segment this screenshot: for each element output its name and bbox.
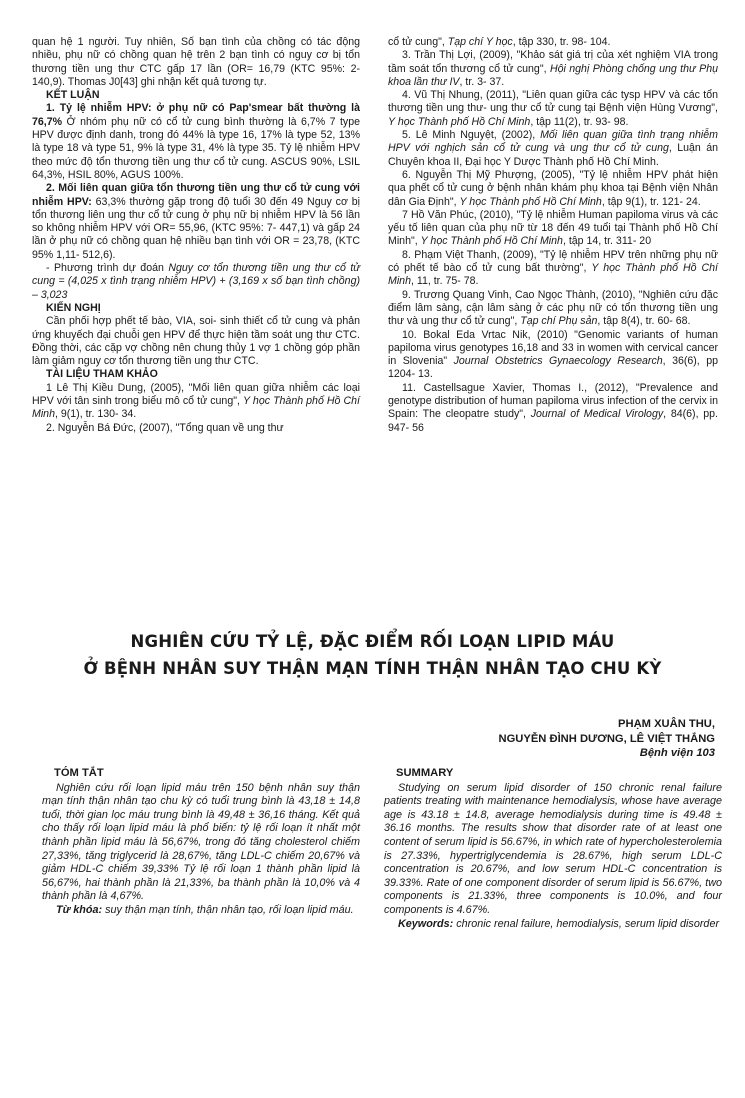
reference-item — [32, 382, 360, 422]
reference-details: , tập 9(1), tr. 121- 24. — [601, 195, 701, 208]
reference-authors-title: 6. Nguyễn Thị Mỹ Phượng, (2005), "Tỷ lệ nhiễm HPV phát hiện qua phết cổ tử cung ở bệnh nhân khám phụ khoa tại Bệnh viện Nhân dân Gia Định", — [388, 168, 718, 208]
reference-authors-title: 10. Bokal Eda Vrtac Nik, (2010) "Genomic variants of human papiloma virus genotypes 16,18 and 33 in women with cervical cancer in Slovenia" — [388, 328, 718, 368]
reference-item — [388, 289, 718, 329]
paragraph: quan hệ 1 người. Tuy nhiên, Số bạn tình của chồng có tác động nhiều, phụ nữ có chồng quan hệ trên 2 bạn tình có nguy cơ bị tổn thương tiền ung thư CTC gấp 17 lần (OR= 16,79 (KTC 95%: 2- 140,9). Thomas J0[43] ghi nhận kết quả tương tự. — [32, 36, 360, 88]
reference-item — [388, 169, 718, 209]
section-heading: KẾT LUẬN — [46, 89, 100, 102]
reference-authors-title: 7 Hồ Văn Phúc, (2010), "Tỷ lệ nhiễm Human papiloma virus và các yếu tố liên quan của phụ nữ từ 18 đến 49 tuổi tại Thành phố Hồ Chí Minh", — [388, 208, 718, 248]
reference-authors-title: 1 Lê Thị Kiều Dung, (2005), "Mối liên quan giữa nhiễm các loại HPV với tân sinh trong biểu mô cổ tử cung", — [32, 381, 360, 408]
reference-details: , tập 11(2), tr. 93- 98. — [530, 115, 629, 128]
reference-authors-title: 3. Trần Thị Lợi, (2009), "Khảo sát giá trị của xét nghiệm VIA trong tầm soát tổn thương cổ tử cung", — [388, 49, 718, 75]
reference-source: Y học Thành phố Hồ Chí Minh — [459, 195, 602, 208]
reference-source: Y học Thành phố Hồ Chí Minh — [32, 395, 361, 421]
reference-item — [32, 422, 360, 435]
abstract-vi-keywords-label: Từ khóa: — [56, 903, 103, 916]
reference-item — [388, 329, 718, 382]
conclusion-item-text: 63,3% thường gặp trong độ tuổi 30 đến 49 Nguy cơ bị tổn thương liên ung thư cổ tử cung ở phụ nữ bị nhiễm HPV là 56 lần so không nhiễm HPV với OR= 55,96, (KTC 95%: 7- 447,1) và gấp 24 lần ở phụ nữ có chồng quan hệ nhiều bạn tình với OR = 23,78, (KTC 95% 1,11- 512,6). — [32, 195, 360, 261]
author-affiliation: Bệnh viện 103 — [639, 747, 715, 759]
author-line-1: PHẠM XUÂN THU, — [618, 718, 715, 730]
abstract-vi-keywords — [42, 904, 360, 918]
reference-item — [388, 89, 718, 129]
reference-authors-title: 4. Vũ Thị Nhung, (2011), "Liên quan giữa các tysp HPV và các tổn thương tiền ung thư- ung thư cổ tử cung tại Bệnh viện Hùng Vương", — [388, 89, 718, 115]
reference-item — [388, 249, 718, 289]
reference-item — [388, 129, 718, 169]
reference-source: Y học Thành phố Hồ Chí Minh — [420, 235, 563, 248]
conclusion-item — [32, 182, 360, 262]
reference-item — [388, 36, 718, 49]
reference-details: , 11, tr. 75- 78. — [410, 275, 479, 288]
reference-source: Hội nghị Phòng chống ung thư Phụ khoa lần thư IV — [388, 62, 718, 88]
abstract-en-heading: SUMMARY — [396, 767, 454, 779]
reference-details: , tập 330, tr. 98- 104. — [512, 36, 611, 48]
reference-authors-title: 5. Lê Minh Nguyệt, (2002), — [402, 129, 541, 142]
reference-authors-title: 9. Trương Quang Vinh, Cao Ngọc Thành, (2010), "Nghiên cứu đặc điểm lâm sàng, cận lâm sàng ở các phụ nữ có tổn thương tiền ung thư và ung thư cổ tử cung", — [388, 288, 718, 328]
reference-details: , tr. 3- 37. — [459, 75, 505, 88]
abstract-en-keywords — [384, 918, 722, 932]
author-line-2: NGUYỄN ĐÌNH DƯƠNG, LÊ VIỆT THẮNG — [498, 732, 715, 745]
abstract-en-keywords-text: chronic renal failure, hemodialysis, serum lipid disorder — [453, 917, 720, 930]
conclusion-item-lead: 2. Mối liên quan giữa tổn thương tiền ung thư cổ tử cung với nhiễm HPV: — [32, 182, 360, 208]
abstract-vi-body: Nghiên cứu rối loạn lipid máu trên 150 bệnh nhân suy thận mạn tính thận nhân tạo chu kỳ có tuổi trung bình là 43,18 ± 14,8 tuổi, thời gian lọc máu trung bình là 49,48 ± 36,16 tháng. Kết quả cho thấy rối loạn lipid máu là phổ biến: tỷ lệ rối loạn ít nhất một thành phần lipid máu là 56,67%, trong đó tăng cholesterol chiếm 27,33%, tăng triglycerid là 28,67%, tăng LDL-C chiếm 20,67% và giảm HDL-C chiếm 39,33% Tỷ lệ rối loạn 1 thành phần lipid là 56,67%, hai thành phần là 21,33%, ba thành phần là 10,0% và 4 thành phần là 4,67%. — [42, 781, 360, 903]
column-left-top — [32, 36, 360, 435]
reference-source: Journal of Medical Virology — [530, 408, 664, 421]
reference-details: , tập 14, tr. 311- 20 — [562, 235, 652, 248]
reference-details: , tập 8(4), tr. 60- 68. — [597, 315, 691, 328]
paragraph: Cần phối hợp phết tế bào, VIA, soi- sinh thiết cổ tử cung và phản ứng khuyếch đại chuỗi gen HPV để thực hiện tầm soát ung thư CTC. Đồng thời, các cặp vợ chồng nên chung thủy 1 vợ 1 chồng góp phần làm giảm nguy cơ tổn thương tiền ung thư CTC. — [32, 315, 360, 368]
reference-source: Y học Thành phố Hồ Chí Minh — [388, 262, 718, 288]
section-heading: TÀI LIỆU THAM KHẢO — [46, 368, 158, 381]
reference-source: Tạp chí Y học — [447, 36, 513, 48]
abstract-vi-heading: TÓM TẮT — [54, 767, 104, 779]
conclusion-item-lead: 1. Tỷ lệ nhiễm HPV: ở phụ nữ có Pap'smear bất thường là 76,7% — [32, 102, 360, 128]
equation-lead: - Phương trình dự đoán — [46, 262, 169, 275]
abstract-vietnamese — [42, 767, 360, 918]
reference-authors-title: 8. Phạm Việt Thanh, (2009), "Tỷ lệ nhiễm HPV trên những phụ nữ có phết tế bào cổ tử cung bất thường", — [388, 248, 718, 275]
reference-details: , Luận án Chuyên khoa II, Đại học Y Dược Thành phố Hồ Chí Minh. — [388, 142, 718, 168]
title-line-1: NGHIÊN CỨU TỶ LỆ, ĐẶC ĐIỂM RỐI LOẠN LIPID MÁU — [130, 632, 615, 651]
equation-formula: Nguy cơ tổn thương tiền ung thư cổ tử cung = (4,025 x tình trạng nhiễm HPV) + (3,169 x số bạn tình chồng) – 3,023 — [32, 262, 360, 301]
section-heading: KIẾN NGHỊ — [46, 301, 101, 314]
article-title — [0, 628, 745, 682]
conclusion-item-text: Ở nhóm phụ nữ có cổ tử cung bình thường là 6,7% 7 type HPV được định danh, trong đó 44% là type 16, 17% là type 52, 13% là type 18 và type 51, 9% là type 31, 4% là type 35. Tỷ lệ nhiễm HPV theo mức độ tổn thương tiền ung thư cổ tử cung. ASCUS 90%, LSIL 64,3%, HSIL 80%, AGUS 100%. — [32, 115, 360, 181]
abstract-english — [384, 767, 722, 931]
reference-source: Mối liên quan giữa tình trạng nhiễm HPV với nghịch sản cổ tử cung và ung thư cổ tử cung — [388, 129, 718, 155]
reference-authors-title: 11. Castellsague Xavier, Thomas I., (2012), "Prevalence and genotype distribution of human papiloma virus infection of the cervix in Spain: The cleopatre study", — [388, 381, 718, 421]
reference-item — [388, 49, 718, 89]
abstract-en-keywords-label: Keywords: — [398, 917, 454, 930]
reference-details: , 9(1), tr. 130- 34. — [54, 408, 137, 421]
prediction-equation — [32, 262, 360, 302]
reference-source: Tạp chí Phụ sản — [520, 315, 598, 328]
abstract-vi-keywords-text: suy thận mạn tính, thận nhân tạo, rối loạn lipid máu. — [102, 903, 354, 916]
reference-source: Y học Thành phố Hồ Chí Minh — [388, 115, 531, 128]
abstract-en-body: Studying on serum lipid disorder of 150 chronic renal failure patients treating with maintenance hemodialysis, whose have average age is 43.18 ± 14.8, average hemodialysis during time is 49.48 ± 36.16 months. The results show that disorder rate of at least one content of serum lipid is 56.67%, in which rate of hypercholesterolemia is 27.33%, hypertriglycendemia is 28.67%, high serum LDL-C concentration is 20.67%, and low serum HDL-C concentration is 39.33%. Rate of one component disorder of serum lipid is 56.67%, two components is 21.33%, three components is 10.0%, and four components is 4.67%. — [384, 781, 722, 916]
conclusion-item — [32, 102, 360, 182]
column-right-top — [388, 36, 718, 435]
reference-authors-title: 2. Nguyễn Bá Đức, (2007), "Tổng quan về ung thư — [46, 421, 284, 434]
title-line-2: Ở BỆNH NHÂN SUY THẬN MẠN TÍNH THẬN NHÂN TẠO CHU KỲ — [83, 659, 662, 678]
reference-item — [388, 382, 718, 435]
reference-source: Journal Obstetrics Gynaecology Research — [453, 355, 663, 368]
author-block — [499, 717, 715, 761]
reference-details: , 84(6), pp. 947- 56 — [388, 408, 719, 434]
reference-item — [388, 209, 718, 249]
reference-details: , 36(6), pp 1204- 13. — [388, 355, 719, 381]
reference-authors-title: cổ tử cung", — [388, 36, 448, 48]
